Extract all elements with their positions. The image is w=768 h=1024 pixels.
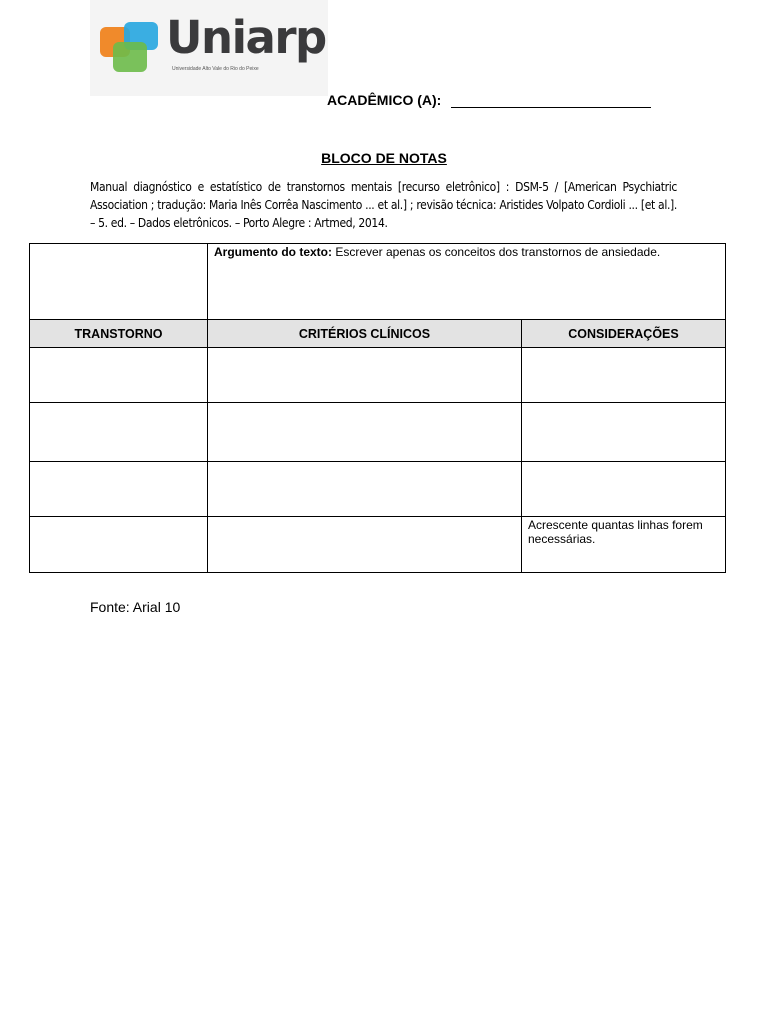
table-row [30, 348, 726, 403]
transtorno-cell[interactable] [30, 348, 208, 403]
criterios-cell[interactable] [208, 462, 522, 517]
transtorno-cell[interactable] [30, 462, 208, 517]
criterios-cell[interactable] [208, 348, 522, 403]
argument-row [30, 244, 726, 320]
criterios-cell[interactable] [208, 403, 522, 462]
argument-cell [208, 244, 726, 320]
logo-squares-icon [99, 20, 159, 74]
argument-text: Escrever apenas os conceitos dos transtornos de ansiedade. [332, 245, 661, 259]
font-note: Fonte: Arial 10 [90, 599, 181, 615]
page-title: BLOCO DE NOTAS [321, 150, 447, 166]
table-row [30, 403, 726, 462]
criterios-cell[interactable] [208, 517, 522, 573]
consideracoes-cell[interactable] [522, 403, 726, 462]
consideracoes-cell[interactable] [522, 462, 726, 517]
header-row [30, 320, 726, 348]
argument-label: Argumento do texto: [214, 245, 332, 259]
consideracoes-cell[interactable] [522, 348, 726, 403]
reference-citation: Manual diagnóstico e estatístico de transtornos mentais [recurso eletrônico] : DSM-5 / [American Psychiatric Association ; tradução: Maria Inês Corrêa Nascimento ... et al.] ; revisão técnica: Aristides Volpato Cordioli ... [et al.]. – 5. ed. – Dados eletrônicos. – Porto Alegre : Artmed, 2014. [90, 180, 677, 230]
blank-cell [30, 244, 208, 320]
uniarp-logo [90, 0, 328, 96]
table-row [30, 517, 726, 573]
student-name-line [451, 107, 651, 108]
logo-tagline: Universidade Alto Vale do Rio do Peixe [172, 66, 259, 72]
transtorno-cell[interactable] [30, 403, 208, 462]
student-name-label: ACADÊMICO (A): [327, 92, 442, 108]
table-row [30, 462, 726, 517]
column-header-criterios: CRITÉRIOS CLÍNICOS [208, 320, 522, 348]
column-header-consideracoes: CONSIDERAÇÕES [522, 320, 726, 348]
column-header-transtorno: TRANSTORNO [30, 320, 208, 348]
add-rows-note: Acrescente quantas linhas forem necessárias. [522, 517, 726, 573]
notes-table [29, 243, 726, 573]
logo-wordmark: Uniarp [166, 11, 326, 64]
transtorno-cell[interactable] [30, 517, 208, 573]
